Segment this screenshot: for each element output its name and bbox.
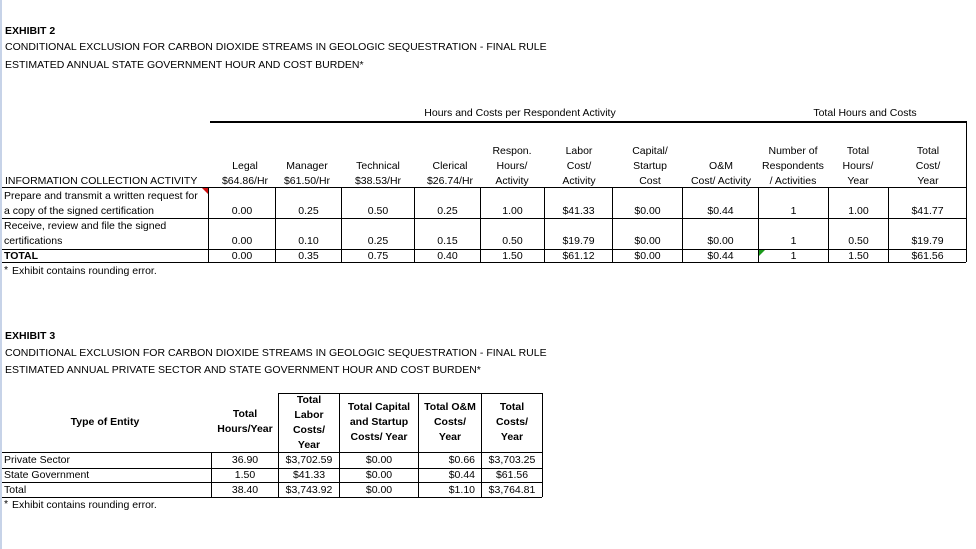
col-header-line: Costs/: [292, 424, 326, 436]
cell: 36.90: [231, 454, 259, 466]
row-label: Prepare and transmit a written request for: [4, 190, 198, 202]
cell: $41.77: [911, 205, 944, 217]
cell: $41.33: [292, 469, 326, 481]
col-header-line3: Activity: [495, 175, 529, 187]
cell: $3,743.92: [285, 484, 333, 496]
col-header-line3: Cost/ Activity: [690, 175, 752, 187]
footnote-marker: *: [4, 264, 9, 276]
grid-line: [542, 393, 543, 497]
group-header-totals: Total Hours and Costs: [813, 107, 917, 119]
exhibit-3-title: CONDITIONAL EXCLUSION FOR CARBON DIOXIDE STREAMS IN GEOLOGIC SEQUESTRATION - FINAL RULE: [5, 347, 547, 359]
row-label: Total: [4, 484, 27, 496]
grid-line: [2, 262, 966, 263]
cell: $0.00: [365, 454, 393, 466]
cell: 0.15: [437, 235, 458, 247]
row-label: Receive, review and file the signed: [4, 220, 167, 232]
cell: 0.10: [298, 235, 319, 247]
cell: 0.00: [231, 250, 253, 262]
exhibit-2-label: EXHIBIT 2: [5, 25, 56, 37]
cell: $41.33: [562, 205, 595, 217]
cell: $3,703.25: [488, 454, 536, 466]
col-header-activity: INFORMATION COLLECTION ACTIVITY: [5, 175, 198, 187]
col-header-line: Total Capital: [347, 401, 411, 413]
grid-line: [2, 482, 542, 483]
cell: $61.56: [911, 250, 944, 262]
cell: $19.79: [562, 235, 595, 247]
col-header-line3: $64.86/Hr: [221, 175, 269, 187]
footnote-marker: *: [4, 498, 9, 510]
comment-indicator-icon: [202, 188, 208, 194]
col-header-line2: Respondents: [762, 160, 824, 172]
grid-line: [2, 218, 966, 219]
cell: $0.00: [634, 235, 661, 247]
grid-line: [966, 121, 967, 262]
col-header-line: Year: [500, 431, 524, 443]
col-header-line1: Total: [916, 145, 940, 157]
col-header-line3: Activity: [562, 175, 596, 187]
cell: 1.50: [234, 469, 256, 481]
col-header-line3: Year: [847, 175, 869, 187]
grid-line: [2, 497, 542, 498]
col-header-line2: Technical: [356, 160, 400, 172]
col-header-line3: Year: [917, 175, 939, 187]
exhibit-3-subtitle: ESTIMATED ANNUAL PRIVATE SECTOR AND STATE GOVERNMENT HOUR AND COST BURDEN*: [5, 364, 481, 376]
grid-line: [418, 393, 419, 497]
col-header-line: Total: [232, 408, 258, 420]
cell: $0.44: [707, 250, 734, 262]
col-header-line3: $26.74/Hr: [426, 175, 474, 187]
group-header-per-activity: Hours and Costs per Respondent Activity: [424, 107, 616, 119]
col-header-line: Hours/Year: [217, 423, 273, 435]
cell: $3,702.59: [285, 454, 333, 466]
window-left-edge: [0, 0, 2, 549]
cell: $3,764.81: [488, 484, 536, 496]
col-header-line: Year: [438, 431, 462, 443]
grid-line: [278, 393, 279, 497]
cell: 0.75: [367, 250, 389, 262]
exhibit-2-title: CONDITIONAL EXCLUSION FOR CARBON DIOXIDE STREAMS IN GEOLOGIC SEQUESTRATION - FINAL RULE: [5, 41, 547, 53]
col-header-line1: Total: [846, 145, 870, 157]
col-header-line3: $61.50/Hr: [283, 175, 331, 187]
cell: $61.56: [495, 469, 529, 481]
exhibit-2-footnote: Exhibit contains rounding error.: [12, 265, 157, 277]
cell: $19.79: [911, 235, 944, 247]
row-label: Private Sector: [4, 454, 70, 466]
col-header-line2: Hours/: [842, 160, 874, 172]
cell: 1: [790, 205, 797, 217]
cell: 0.40: [437, 250, 458, 262]
col-header-line: Total: [499, 401, 525, 413]
col-header-line2: Manager: [286, 160, 328, 172]
grid-line: [2, 452, 542, 453]
exhibit-2-subtitle: ESTIMATED ANNUAL STATE GOVERNMENT HOUR AND COST BURDEN*: [5, 59, 364, 71]
col-header-line: Costs/: [433, 416, 467, 428]
col-header-line: Costs/ Year: [350, 431, 408, 443]
col-header-line2: O&M: [709, 160, 733, 172]
col-header-line2: Legal: [232, 160, 258, 172]
cell: $0.44: [448, 469, 475, 481]
col-header-line3: $38.53/Hr: [354, 175, 402, 187]
cell: 1.00: [848, 205, 869, 217]
cell: $0.00: [365, 484, 393, 496]
col-header-line: Total O&M: [424, 401, 476, 413]
cell: 0.00: [231, 235, 253, 247]
col-header-line2: Startup: [633, 160, 667, 172]
exhibit-3-footnote: Exhibit contains rounding error.: [12, 499, 157, 511]
col-header-type: Type of Entity: [70, 416, 140, 428]
cell: $0.00: [634, 250, 661, 262]
cell: $0.66: [448, 454, 475, 466]
col-header-line1: Labor: [565, 145, 593, 157]
cell: 1: [790, 235, 797, 247]
col-header-line3: / Activities: [769, 175, 817, 187]
col-header-line: Year: [297, 439, 321, 451]
col-header-line3: Cost: [639, 175, 661, 187]
cell: 0.25: [367, 235, 389, 247]
col-header-line2: Hours/: [496, 160, 528, 172]
cell: 0.25: [298, 205, 319, 217]
cell: 0.25: [437, 205, 458, 217]
col-header-line2: Clerical: [432, 160, 468, 172]
row-label: a copy of the signed certification: [4, 205, 155, 217]
col-header-line1: Respon.: [492, 145, 532, 157]
row-label: TOTAL: [4, 250, 39, 262]
col-header-line2: Cost/: [915, 160, 941, 172]
col-header-line: Costs/: [495, 416, 529, 428]
cell: 1.50: [848, 250, 869, 262]
cell: 0.50: [848, 235, 869, 247]
cell: $0.00: [365, 469, 393, 481]
grid-line: [278, 393, 542, 394]
cell: $0.44: [707, 205, 734, 217]
grid-line: [2, 187, 966, 188]
grid-line: [481, 393, 482, 497]
cell: 1.50: [502, 250, 523, 262]
col-header-line: Labor: [294, 409, 324, 421]
col-header-line: Total: [296, 394, 322, 406]
cell: $0.00: [707, 235, 734, 247]
cell: $0.00: [634, 205, 661, 217]
cell: 0.00: [231, 205, 253, 217]
cell: 0.50: [367, 205, 389, 217]
col-header-line1: Capital/: [632, 145, 668, 157]
cell: 38.40: [231, 484, 259, 496]
cell: 1.00: [502, 205, 523, 217]
cell: 0.35: [298, 250, 319, 262]
col-header-line1: Number of: [768, 145, 818, 157]
col-header-line2: Cost/: [566, 160, 592, 172]
row-label: certifications: [4, 235, 63, 247]
header-rule: [210, 121, 966, 123]
col-header-line: and Startup: [349, 416, 409, 428]
exhibit-3-label: EXHIBIT 3: [5, 330, 56, 342]
cell: $1.10: [448, 484, 475, 496]
grid-line: [339, 393, 340, 497]
cell: $61.12: [562, 250, 595, 262]
cell: 1: [790, 250, 797, 262]
row-label: State Government: [4, 469, 90, 481]
cell: 0.50: [502, 235, 523, 247]
